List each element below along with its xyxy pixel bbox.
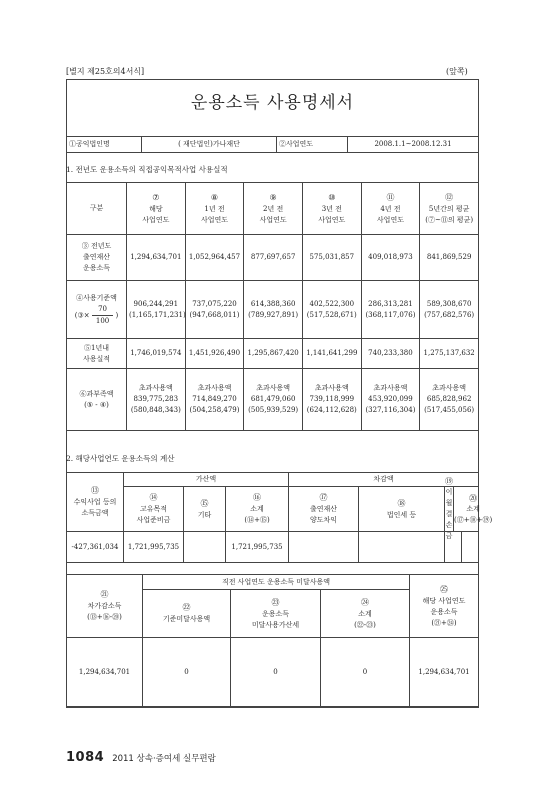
- table-row: [67, 532, 479, 563]
- row4-label: ④사용기준액 (③× $\frac{70}{100}$ ): [67, 281, 127, 339]
- col24-header: ㉔ 소계 (㉒-㉓): [321, 590, 410, 638]
- row3-value: 877,697,657: [244, 235, 303, 281]
- col22-value: 0: [143, 638, 231, 708]
- col12-header: ⑫ 5년간의 평균 (⑦~⑪의 평균): [420, 183, 479, 235]
- final-income-table: [66, 574, 479, 708]
- col7-header: ⑦ 해당 사업연도: [127, 183, 186, 235]
- row6-value: 초과사용액 739,118,999 (624,112,628): [302, 369, 361, 431]
- row3-value: 841,869,529: [420, 235, 479, 281]
- income-calc-table: [66, 472, 493, 563]
- col17-value: [289, 532, 359, 563]
- col21-header: ㉑ 차가감소득 (⑬+⑯-⑳): [67, 575, 143, 638]
- fiscal-year-label: ②사업연도: [277, 137, 348, 153]
- col13-value: -427,361,034: [67, 532, 124, 563]
- row4-value: 589,308,670 (757,682,576): [420, 281, 479, 339]
- table-row: [67, 339, 479, 369]
- col14-header: ⑭ 고유목적 사업준비금: [124, 487, 184, 532]
- row3-value: 409,018,973: [361, 235, 420, 281]
- row3-label: ③ 전년도 출연재산 운용소득: [67, 235, 127, 281]
- row6-label: ⑥과부족액 (⑤ - ④): [67, 369, 127, 431]
- row5-value: 1,746,019,574: [127, 339, 186, 369]
- ratio-fraction: $\frac{70}{100}$: [92, 304, 113, 327]
- fiscal-year-value: 2008.1.1~2008.12.31: [348, 137, 479, 153]
- row6-value: 초과사용액 681,479,060 (505,939,529): [244, 369, 303, 431]
- col23-value: 0: [231, 638, 321, 708]
- gubun-header: 구분: [67, 183, 127, 235]
- row6-value: 초과사용액 714,849,270 (504,258,479): [185, 369, 244, 431]
- usage-table: [66, 182, 479, 431]
- col17-header: ⑰ 출연재산 양도차익: [289, 487, 359, 532]
- row4-value: 906,244,291 (1,165,171,231): [127, 281, 186, 339]
- col9-header: ⑨ 2년 전 사업연도: [244, 183, 303, 235]
- col18-value: [359, 532, 445, 563]
- row4-value: 402,522,300 (517,528,671): [302, 281, 361, 339]
- row4-value: 737,075,220 (947,668,011): [185, 281, 244, 339]
- col25-header: ㉕ 해당 사업연도 운용소득 (㉑+㉔): [410, 575, 479, 638]
- row5-label: ⑤1년내 사용실적: [67, 339, 127, 369]
- add-amount-header: 가산액: [124, 473, 289, 487]
- info-table: [66, 136, 479, 153]
- col16-header: ⑯ 소계 (⑭+⑮): [226, 487, 289, 532]
- row3-value: 575,031,857: [302, 235, 361, 281]
- section2-title: 2. 해당사업연도 운용소득의 계산: [66, 454, 175, 463]
- col10-header: ⑩ 3년 전 사업연도: [302, 183, 361, 235]
- form-label: [별지 제25호의4서식]: [66, 67, 145, 76]
- col19-value: [445, 532, 462, 562]
- row3-value: 1,052,964,457: [185, 235, 244, 281]
- book-title: 2011 상속·증여세 실무편람: [112, 754, 216, 764]
- col16-value: 1,721,995,735: [226, 532, 289, 563]
- row6-value: 초과사용액 685,828,962 (517,455,056): [420, 369, 479, 431]
- row5-value: 1,451,926,490: [185, 339, 244, 369]
- col15-value: [184, 532, 226, 563]
- col21-value: 1,294,634,701: [67, 638, 143, 708]
- page-title: 운용소득 사용명세서: [190, 93, 355, 113]
- row4-value: 286,313,281 (368,117,076): [361, 281, 420, 339]
- corp-name-value: ( 재단법인)가나재단: [142, 137, 277, 153]
- col25-value: 1,294,634,701: [410, 638, 479, 708]
- table-row: [67, 638, 479, 708]
- shortfall-group-header: 직전 사업연도 운용소득 미달사용액: [143, 575, 410, 590]
- page-side-label: (앞쪽): [446, 67, 468, 76]
- col20-header: ⑳ 소계 (⑰+⑱+⑲): [454, 493, 493, 524]
- col19-header: ⑲ 이월결손금: [445, 477, 454, 540]
- row6-value: 초과사용액 839,775,283 (580,848,343): [127, 369, 186, 431]
- col15-header: ⑮ 기타: [184, 487, 226, 532]
- row5-value: 1,275,137,632: [420, 339, 479, 369]
- col24-value: 0: [321, 638, 410, 708]
- row3-value: 1,294,634,701: [127, 235, 186, 281]
- col18-header: ⑱ 법인세 등: [359, 487, 445, 532]
- table-row: [67, 235, 479, 281]
- usage-header-row: [67, 183, 479, 235]
- col22-header: ㉒ 기준미달사용액: [143, 590, 231, 638]
- col19-20-header: [445, 477, 493, 540]
- deduct-amount-header: 차감액: [289, 473, 479, 487]
- page-footer: [66, 746, 216, 765]
- row4-value: 614,388,360 (789,927,891): [244, 281, 303, 339]
- row5-value: 1,295,867,420: [244, 339, 303, 369]
- col23-header: ㉓ 운용소득 미달사용가산세: [231, 590, 321, 638]
- corp-name-label: ①공익법인명: [67, 137, 142, 153]
- page-number: 1084: [66, 750, 105, 765]
- table-row: [67, 281, 479, 339]
- col20-value: [462, 532, 478, 562]
- col19-20-value: [445, 532, 479, 563]
- col13-header: ⑬ 수익사업 등의 소득금액: [67, 473, 124, 532]
- row6-value: 초과사용액 453,920,099 (327,116,304): [361, 369, 420, 431]
- section1-title: 1. 전년도 운용소득의 직접공익목적사업 사용실적: [66, 165, 228, 174]
- row5-value: 740,233,380: [361, 339, 420, 369]
- col14-value: 1,721,995,735: [124, 532, 184, 563]
- col8-header: ⑧ 1년 전 사업연도: [185, 183, 244, 235]
- row5-value: 1,141,641,299: [302, 339, 361, 369]
- table-row: [67, 369, 479, 431]
- col11-header: ⑪ 4년 전 사업연도: [361, 183, 420, 235]
